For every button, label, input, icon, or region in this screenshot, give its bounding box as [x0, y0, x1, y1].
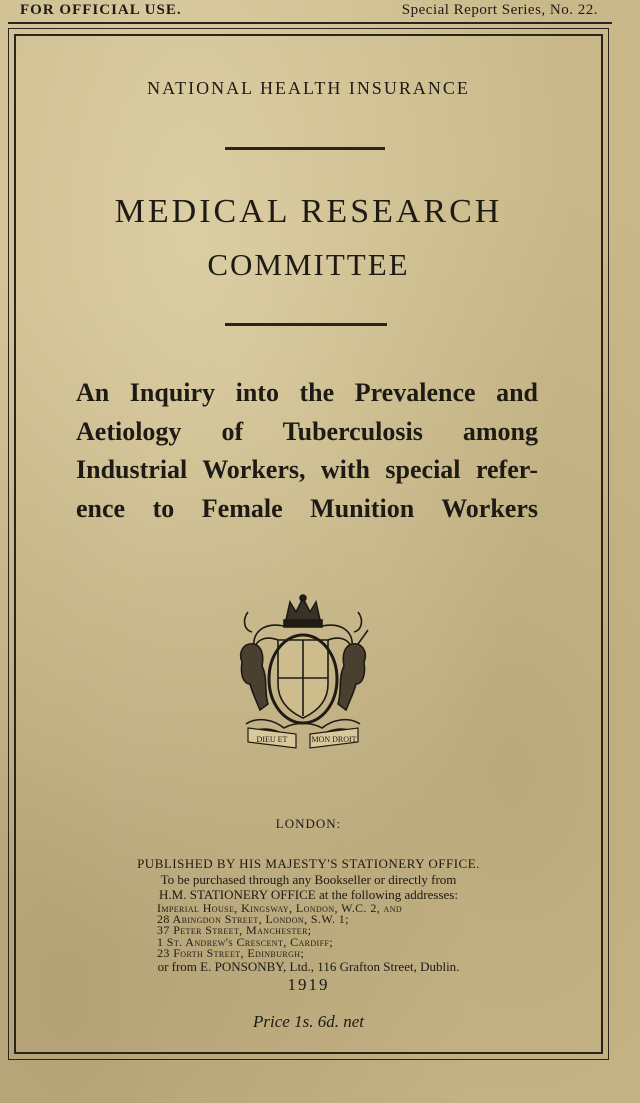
address-line: 1 St. Andrew's Crescent, Cardiff; [157, 934, 334, 949]
organization-name-line1: MEDICAL RESEARCH [114, 193, 503, 230]
report-series-label: Special Report Series, No. 22. [401, 2, 598, 18]
dublin-agent-line: or from E. PONSONBY, Ltd., 116 Grafton Street, Dublin. [157, 959, 460, 974]
organization-name-line2: COMMITTEE [207, 247, 410, 282]
address-list [157, 903, 497, 959]
report-title [76, 374, 538, 528]
address-line: 28 Abingdon Street, London, S.W. 1; [157, 912, 349, 927]
address-line: 23 Forth Street, Edinburgh; [157, 945, 305, 960]
report-title-line: Industrial Workers, with special refer- [76, 455, 538, 484]
divider-rule-lower [225, 323, 387, 326]
publisher-name: PUBLISHED BY HIS MAJESTY'S STATIONERY OFFICE. [137, 856, 480, 871]
crest-motto-right: MON DROIT [311, 735, 357, 744]
report-title-line: Aetiology of Tuberculosis among [76, 416, 538, 446]
address-line: 37 Peter Street, Manchester; [157, 923, 312, 938]
address-line: Imperial House, Kingsway, London, W.C. 2, and [157, 901, 403, 915]
header-rule [8, 22, 612, 24]
crest-motto-left: DIEU ET [256, 735, 288, 744]
price-label: Price 1s. 6d. net [253, 1012, 364, 1031]
publisher-city: LONDON: [275, 816, 342, 831]
series-title: NATIONAL HEALTH INSURANCE [147, 78, 470, 98]
purchase-note: To be purchased through any Bookseller or directly from [160, 872, 457, 887]
publication-year: 1919 [287, 975, 330, 994]
royal-coat-of-arms-icon [234, 592, 372, 752]
stationery-office-note: H.M. STATIONERY OFFICE at the following addresses: [159, 887, 458, 902]
divider-rule-upper [225, 147, 385, 150]
report-title-line: ence to Female Munition Workers [76, 493, 538, 523]
report-title-line: An Inquiry into the Prevalence and [76, 378, 538, 407]
official-use-label: FOR OFFICIAL USE. [20, 2, 182, 18]
